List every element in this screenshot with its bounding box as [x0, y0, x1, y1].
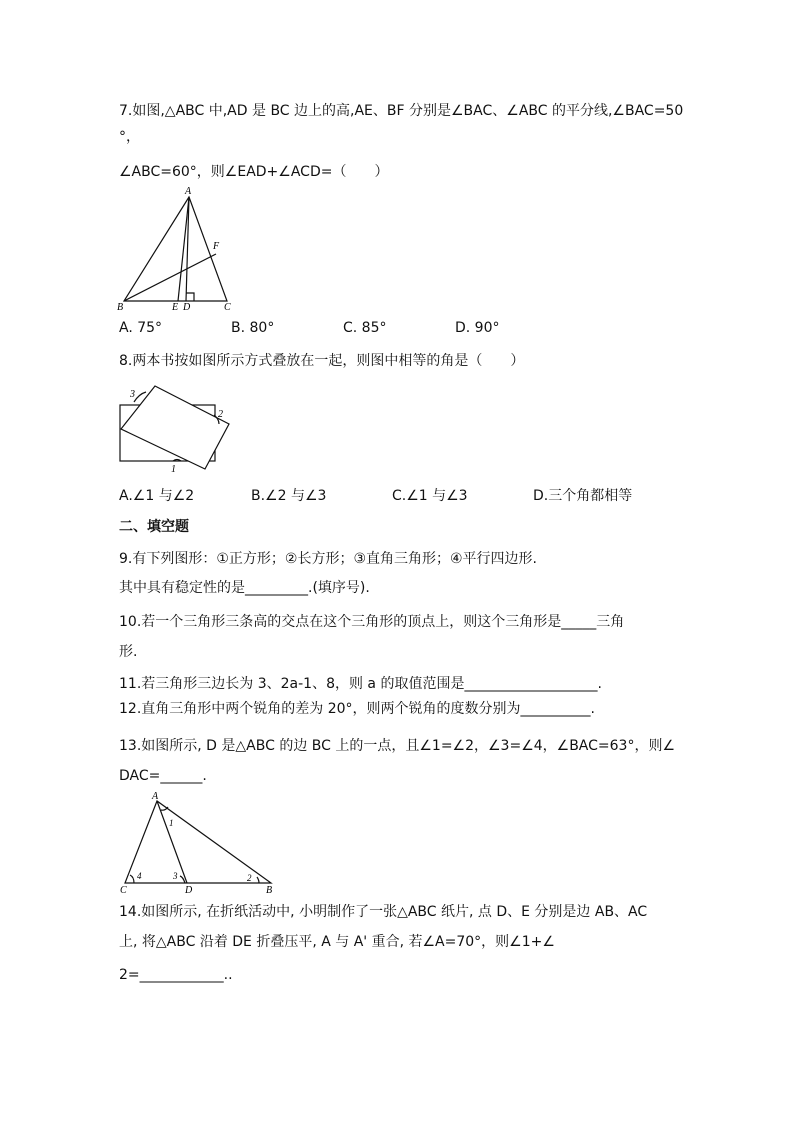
q7-label-c: C: [224, 302, 231, 313]
q7-label-a: A: [185, 186, 192, 197]
q10-text-line2: 形.: [119, 644, 138, 660]
q13-triangle-figure: [115, 790, 280, 896]
q7-label-d: D: [183, 302, 191, 313]
q9-text-line1: 9.有下列图形：①正方形；②长方形；③直角三角形；④平行四边形.: [119, 551, 538, 567]
q7-label-f: F: [213, 241, 220, 252]
q7-option-c[interactable]: C. 85°: [343, 320, 387, 336]
q13-angle-arc-4: [130, 875, 134, 883]
q13-text-line2: DAC=______.: [119, 768, 207, 784]
q13-triangle-abc: [125, 801, 271, 883]
q8-option-b[interactable]: B.∠2 与∠3: [251, 488, 327, 504]
q7-segment-bf: [124, 254, 216, 301]
q13-label-4: 4: [137, 871, 142, 881]
q8-label-1: 1: [171, 464, 176, 475]
q13-label-2: 2: [247, 873, 252, 883]
q7-option-b[interactable]: B. 80°: [231, 320, 275, 336]
q9-text-line2: 其中具有稳定性的是_________.(填序号).: [119, 580, 370, 596]
q13-segment-ad: [157, 801, 187, 883]
q7-option-a[interactable]: A. 75°: [119, 320, 163, 336]
q7-triangle-abc: [124, 197, 227, 301]
q8-option-c[interactable]: C.∠1 与∠3: [392, 488, 468, 504]
q11-text-line1: 11.若三角形三边长为 3、2a-1、8，则 a 的取值范围是___________________.: [119, 676, 602, 692]
q10-text-line1: 10.若一个三角形三条高的交点在这个三角形的顶点上，则这个三角形是_____三角: [119, 614, 625, 630]
q13-label-c: C: [120, 885, 127, 896]
q14-text-line3: 2=____________..: [119, 967, 233, 983]
q8-label-3: 3: [130, 389, 135, 400]
q7-text-line1: 7.如图,△ABC 中,AD 是 BC 边上的高,AE、BF 分别是∠BAC、∠ABC 的平分线,∠BAC=50: [119, 103, 684, 119]
q13-label-d: D: [185, 885, 193, 896]
q7-text-line3: ∠ABC=60°，则∠EAD+∠ACD=（ ）: [119, 164, 389, 180]
q8-books-figure: [115, 380, 240, 475]
q13-label-a: A: [152, 791, 159, 802]
q13-label-1: 1: [169, 818, 174, 828]
q7-text-line2: °，: [119, 129, 140, 145]
q13-label-b: B: [266, 885, 273, 896]
q8-option-a[interactable]: A.∠1 与∠2: [119, 488, 195, 504]
q14-text-line1: 14.如图所示, 在折纸活动中, 小明制作了一张△ABC 纸片, 点 D、E 分别是边 AB、AC: [119, 904, 648, 920]
q8-label-2: 2: [218, 409, 223, 420]
q13-text-line1: 13.如图所示, D 是△ABC 的边 BC 上的一点，且∠1=∠2，∠3=∠4，∠BAC=63°，则∠: [119, 738, 676, 754]
q7-triangle-figure: [115, 185, 245, 315]
q14-text-line2: 上, 将△ABC 沿着 DE 折叠压平, A 与 A' 重合, 若∠A=70°，则∠1+∠: [119, 934, 555, 950]
q13-angle-arc-1: [161, 807, 168, 810]
section-heading-fill-in: 二、填空题: [119, 519, 189, 535]
q13-label-3: 3: [173, 871, 178, 881]
q13-angle-arc-2: [257, 877, 259, 883]
q8-option-d[interactable]: D.三个角都相等: [533, 488, 633, 504]
q7-label-b: B: [117, 302, 124, 313]
q8-text-line1: 8.两本书按如图所示方式叠放在一起，则图中相等的角是（ ）: [119, 353, 525, 369]
q7-option-d[interactable]: D. 90°: [455, 320, 500, 336]
q7-right-angle-mark: [186, 293, 194, 301]
q12-text-line1: 12.直角三角形中两个锐角的差为 20°，则两个锐角的度数分别为__________.: [119, 701, 595, 717]
q7-label-e: E: [172, 302, 179, 313]
